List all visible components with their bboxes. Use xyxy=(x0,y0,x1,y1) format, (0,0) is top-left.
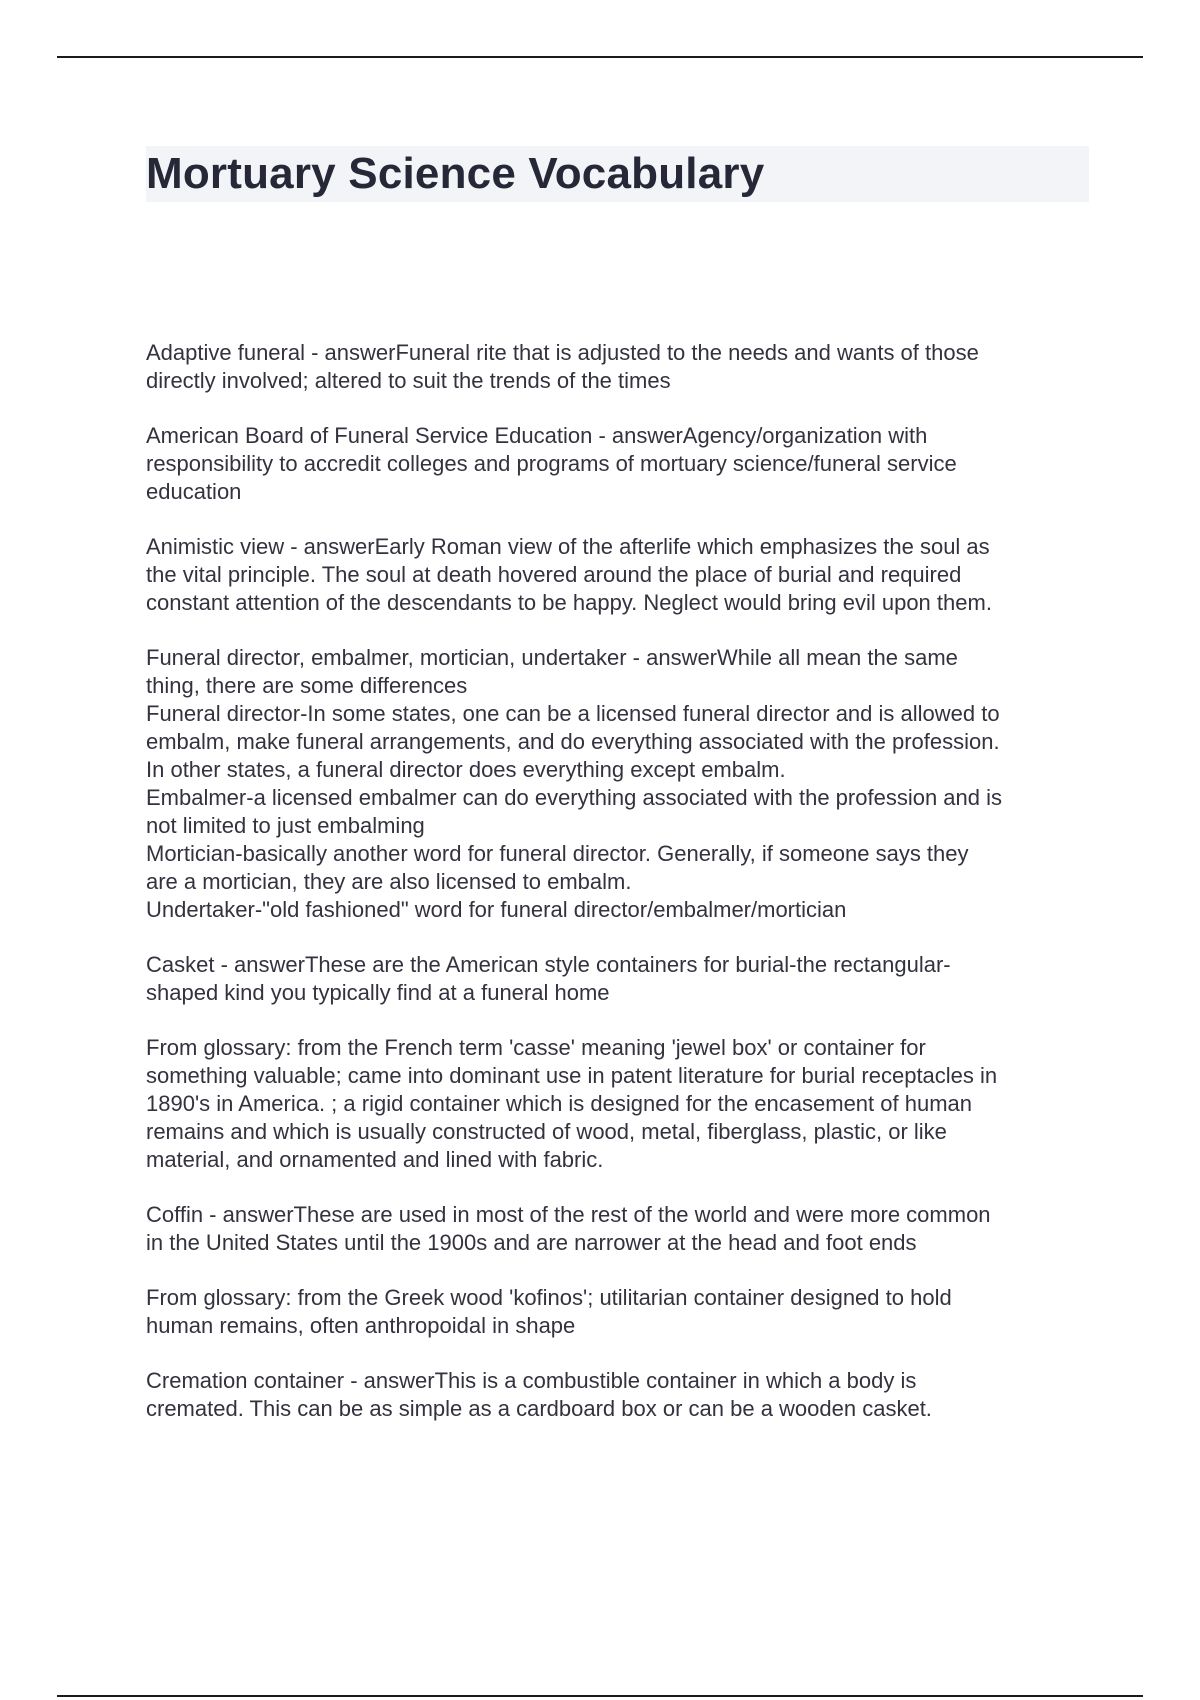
entry-text-line: material, and ornamented and lined with fabric. xyxy=(146,1147,604,1172)
entry-text-line: constant attention of the descendants to be happy. Neglect would bring evil upon them. xyxy=(146,590,992,615)
entry-text-line: thing, there are some differences xyxy=(146,673,468,698)
page-title: Mortuary Science Vocabulary xyxy=(146,149,765,198)
entry-text-line: responsibility to accredit colleges and programs of mortuary science/funeral service xyxy=(146,451,957,476)
entry-text-line: human remains, often anthropoidal in shape xyxy=(146,1313,576,1338)
entry-text-line: In other states, a funeral director does everything except embalm. xyxy=(146,757,786,782)
entry-text-line: American Board of Funeral Service Education - answerAgency/organization with xyxy=(146,423,928,448)
vocabulary-entry xyxy=(146,339,1096,395)
vocabulary-entry xyxy=(146,533,1096,617)
entry-text-line: Animistic view - answerEarly Roman view of the afterlife which emphasizes the soul as xyxy=(146,534,990,559)
entry-text-line: shaped kind you typically find at a funeral home xyxy=(146,980,610,1005)
vocabulary-entry xyxy=(146,1284,1096,1340)
entry-text-line: Coffin - answerThese are used in most of the rest of the world and were more common xyxy=(146,1202,991,1227)
entry-text-line: embalm, make funeral arrangements, and do everything associated with the profession. xyxy=(146,729,1000,754)
vocabulary-list xyxy=(146,339,1096,1450)
entry-text-line: something valuable; came into dominant use in patent literature for burial receptacles in xyxy=(146,1063,998,1088)
vocabulary-entry xyxy=(146,951,1096,1007)
entry-text-line: remains and which is usually constructed of wood, metal, fiberglass, plastic, or like xyxy=(146,1119,947,1144)
entry-text-line: 1890's in America. ; a rigid container which is designed for the encasement of human xyxy=(146,1091,972,1116)
entry-text-line: Funeral director-In some states, one can be a licensed funeral director and is allowed to xyxy=(146,701,1000,726)
entry-text-line: not limited to just embalming xyxy=(146,813,425,838)
entry-text-line: Adaptive funeral - answerFuneral rite that is adjusted to the needs and wants of those xyxy=(146,340,979,365)
top-rule xyxy=(57,56,1143,58)
vocabulary-entry xyxy=(146,422,1096,506)
entry-text-line: Funeral director, embalmer, mortician, undertaker - answerWhile all mean the same xyxy=(146,645,958,670)
vocabulary-entry xyxy=(146,1367,1096,1423)
vocabulary-entry xyxy=(146,644,1096,924)
entry-text-line: Mortician-basically another word for funeral director. Generally, if someone says they xyxy=(146,841,969,866)
entry-text-line: cremated. This can be as simple as a cardboard box or can be a wooden casket. xyxy=(146,1396,932,1421)
entry-text-line: directly involved; altered to suit the trends of the times xyxy=(146,368,671,393)
entry-text-line: Embalmer-a licensed embalmer can do everything associated with the profession and is xyxy=(146,785,1002,810)
entry-text-line: Casket - answerThese are the American style containers for burial-the rectangular- xyxy=(146,952,951,977)
entry-text-line: in the United States until the 1900s and are narrower at the head and foot ends xyxy=(146,1230,917,1255)
vocabulary-entry xyxy=(146,1201,1096,1257)
entry-text-line: Cremation container - answerThis is a combustible container in which a body is xyxy=(146,1368,917,1393)
entry-text-line: From glossary: from the Greek wood 'kofinos'; utilitarian container designed to hold xyxy=(146,1285,952,1310)
entry-text-line: are a mortician, they are also licensed to embalm. xyxy=(146,869,632,894)
entry-text-line: Undertaker-"old fashioned" word for funeral director/embalmer/mortician xyxy=(146,897,847,922)
entry-text-line: the vital principle. The soul at death hovered around the place of burial and required xyxy=(146,562,962,587)
entry-text-line: education xyxy=(146,479,242,504)
bottom-rule xyxy=(57,1695,1143,1697)
entry-text-line: From glossary: from the French term 'casse' meaning 'jewel box' or container for xyxy=(146,1035,926,1060)
vocabulary-entry xyxy=(146,1034,1096,1174)
